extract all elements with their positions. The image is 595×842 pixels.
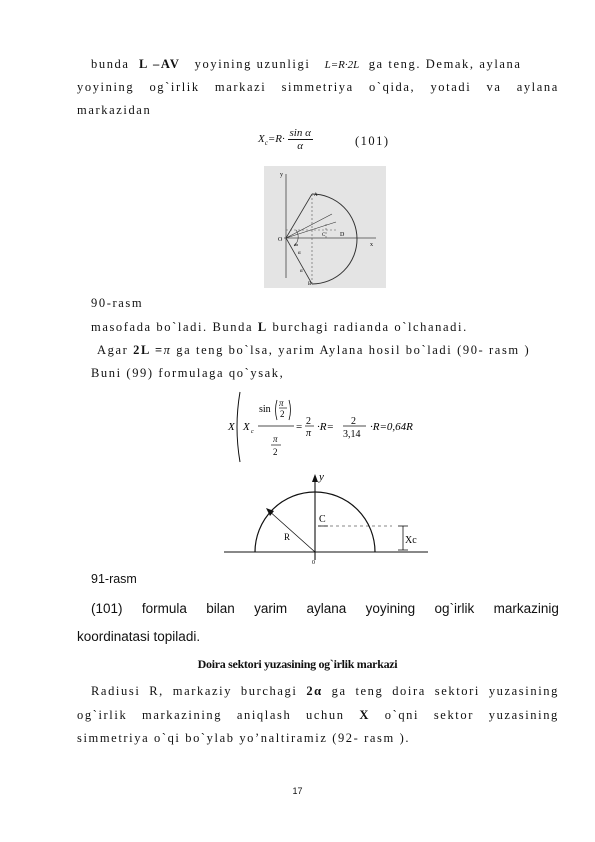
label-B: B xyxy=(308,282,312,287)
text-line: Buni (99) formulaga qo`ysak, xyxy=(91,366,285,380)
fraction xyxy=(288,127,313,152)
word: yoyining xyxy=(77,80,135,94)
text-line-justified xyxy=(77,708,559,723)
text: Agar xyxy=(97,343,129,357)
label-C: C xyxy=(322,233,326,238)
text-line-justified xyxy=(91,684,559,699)
text-line: simmetriya o`qi bo`ylab yo’naltiramiz (92- rasm ). xyxy=(77,731,411,745)
word: og`irlik xyxy=(434,601,475,616)
formula-sin: sin xyxy=(259,404,271,415)
word: burchagi xyxy=(240,684,298,698)
bold-text: 2L = xyxy=(133,343,164,357)
label-x: x xyxy=(370,242,373,248)
inline-formula: L=R·2L xyxy=(324,59,360,71)
formula-101 xyxy=(258,127,313,152)
word: doira xyxy=(392,684,426,698)
word: yarim xyxy=(254,601,288,616)
word: (101) xyxy=(91,601,123,616)
text-line xyxy=(91,57,559,72)
word: Radiusi xyxy=(91,684,141,698)
figure-90-drawing xyxy=(264,166,386,288)
label-D: D xyxy=(340,232,345,238)
label-A: A xyxy=(314,193,318,198)
word: 2α xyxy=(306,684,323,698)
text-line-justified xyxy=(91,601,559,616)
formula-two: 2 xyxy=(273,447,278,457)
page-number: 17 xyxy=(292,786,303,796)
bold-text: L –AV xyxy=(139,57,181,71)
text-line: koordinatasi topiladi. xyxy=(77,629,201,644)
word: yotadi xyxy=(430,80,472,94)
formula-pi: π xyxy=(279,398,284,408)
word: teng xyxy=(355,684,384,698)
word: uchun xyxy=(306,708,345,722)
text: burchagi radianda o`lchanadi. xyxy=(272,320,468,334)
text-line xyxy=(91,320,559,335)
formula-99-drawing xyxy=(226,390,456,464)
figure-91 xyxy=(222,470,432,566)
word: yuzasining xyxy=(488,684,559,698)
word: aylana xyxy=(516,80,559,94)
word: formula xyxy=(141,601,187,616)
word: aniqlash xyxy=(236,708,292,722)
formula-symbol: X xyxy=(243,421,250,433)
word: og`irlik xyxy=(149,80,200,94)
formula-two: 2 xyxy=(280,409,285,419)
formula-symbol: X xyxy=(258,133,265,146)
figure-caption: 90-rasm xyxy=(91,296,144,310)
figure-90 xyxy=(264,166,386,288)
word: bilan xyxy=(206,601,235,616)
fraction-numerator: 2 xyxy=(351,416,356,427)
fraction-numerator: 2 xyxy=(306,416,311,427)
label-alpha-2: α xyxy=(300,269,303,274)
label-R: R xyxy=(284,532,291,542)
word: og`irlik xyxy=(77,708,128,722)
label-dalpha: dα xyxy=(294,242,299,247)
figure-91-drawing xyxy=(222,470,432,566)
text: bunda xyxy=(91,57,130,71)
formula-equals: = xyxy=(296,421,303,433)
formula-symbol: ·R=0,64R xyxy=(370,421,413,433)
label-C: C xyxy=(319,514,326,525)
word: ga xyxy=(331,684,347,698)
formula-subscript: c xyxy=(264,139,268,148)
formula-99 xyxy=(226,390,456,464)
word: X xyxy=(359,708,370,722)
fraction-denominator: 3,14 xyxy=(343,429,361,440)
formula-symbol: =R· xyxy=(267,133,285,146)
text: ga teng bo`lsa, yarim Aylana hosil bo`ladi (90- rasm ) xyxy=(176,343,531,357)
word: sektor xyxy=(433,708,474,722)
word: yoyining xyxy=(365,601,416,616)
pi-symbol: π xyxy=(163,343,172,357)
text-line xyxy=(97,343,565,358)
equation-number: (101) xyxy=(355,134,390,148)
fraction-denominator: π xyxy=(306,428,312,439)
label-y: y xyxy=(280,172,283,178)
label-y: y xyxy=(319,471,324,483)
text-line xyxy=(77,103,559,118)
text: markazidan xyxy=(77,103,152,117)
word: markazinig xyxy=(493,601,559,616)
fraction-denominator: α xyxy=(297,140,304,152)
label-Xc: Xc xyxy=(405,535,417,546)
word: o`qida, xyxy=(369,80,416,94)
word: o`qni xyxy=(384,708,420,722)
word: markaziy xyxy=(172,684,233,698)
bold-text: L xyxy=(257,320,268,334)
word: sektori xyxy=(434,684,480,698)
text: yoyining uzunligi xyxy=(194,57,311,71)
figure-caption: 91-rasm xyxy=(91,572,137,586)
formula-symbol: X xyxy=(228,421,235,433)
formula-symbol: ·R= xyxy=(317,421,334,433)
text-line-justified xyxy=(77,80,559,95)
word: markazi xyxy=(214,80,267,94)
word: yuzasining xyxy=(488,708,559,722)
word: R, xyxy=(149,684,164,698)
label-alpha-1: α xyxy=(298,251,301,256)
word: simmetriya xyxy=(281,80,354,94)
word: va xyxy=(486,80,502,94)
fraction-numerator: sin α xyxy=(289,127,311,139)
text: ga teng. Demak, aylana xyxy=(368,57,522,71)
word: markazining xyxy=(142,708,223,722)
formula-pi: π xyxy=(273,434,278,444)
label-origin: 0 xyxy=(312,560,315,566)
formula-subscript: c xyxy=(251,429,254,435)
word: aylana xyxy=(306,601,347,616)
text: masofada bo`ladi. Bunda xyxy=(91,320,254,334)
section-heading: Doira sektori yuzasining og`irlik markazi xyxy=(197,657,398,671)
label-O: O xyxy=(278,237,283,243)
